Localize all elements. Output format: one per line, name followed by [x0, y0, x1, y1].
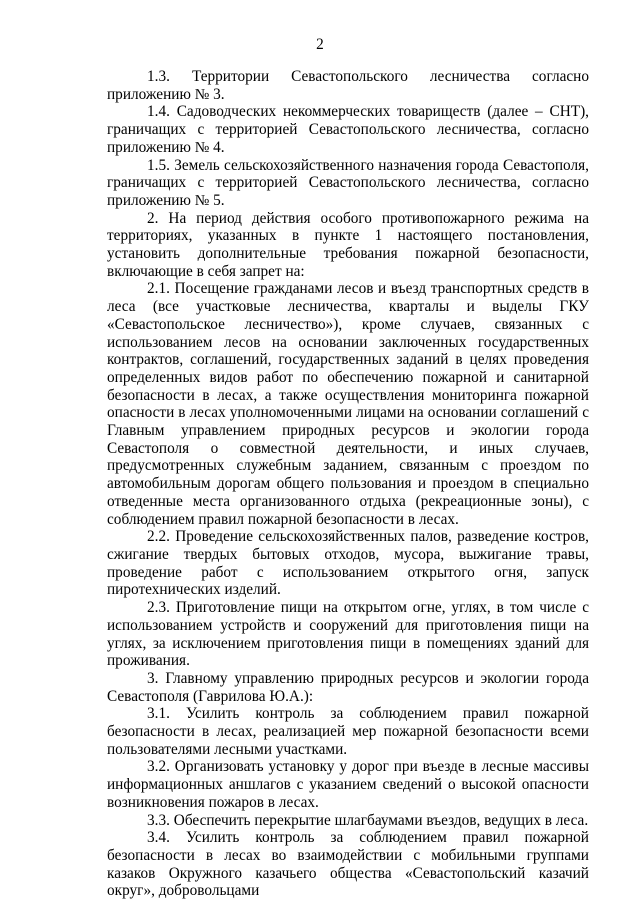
paragraph-3: 3. Главному управлению природных ресурсов и экологии города Севастополя (Гаврилова Ю.А.): [107, 669, 589, 705]
paragraph-2-2: 2.2. Проведение сельскохозяйственных палов, разведение костров, сжигание твердых бытовых отходов, мусора, выжигание травы, проведение работ с использованием открытого огня, запуск пиротехнических изделий. [107, 528, 589, 599]
paragraph-1-5: 1.5. Земель сельскохозяйственного назначения города Севастополя, граничащих с территорией Севастопольского лесничества, согласно приложению № 5. [107, 156, 589, 209]
paragraph-2-1: 2.1. Посещение гражданами лесов и въезд транспортных средств в леса (все участковые лесничества, кварталы и выделы ГКУ «Севастопольское лесничество»), кроме случаев, связанных с использованием лесов на основании заключенных государственных контрактов, соглашений, государственных заданий в целях проведения определенных видов работ по обеспечению пожарной и санитарной безопасности в лесах, а также осуществления мониторинга пожарной опасности в лесах уполномоченными лицами на основании соглашений с Главным управлением природных ресурсов и экологии города Севастополя о совместной деятельности, и иных случаев, предусмотренных служебным заданием, связанным с проездом по автомобильным дорогам общего пользования и проездом в специально отведенные места организованного отдыха (рекреационные зоны), с соблюдением правил пожарной безопасности в лесах. [107, 280, 589, 528]
paragraph-2: 2. На период действия особого противопожарного режима на территориях, указанных в пункте 1 настоящего постановления, установить дополнительные требования пожарной безопасности, включающие в себя запрет на: [107, 209, 589, 280]
paragraph-1-3: 1.3. Территории Севастопольского лесничества согласно приложению № 3. [107, 68, 589, 103]
paragraph-3-3: 3.3. Обеспечить перекрытие шлагбаумами въездов, ведущих в леса. [147, 811, 589, 829]
paragraph-3-2: 3.2. Организовать установку у дорог при въезде в лесные массивы информационных аншлагов с указанием сведений о высокой опасности возникновения пожаров в лесах. [107, 758, 589, 811]
document-body [107, 68, 589, 900]
paragraph-1-4: 1.4. Садоводческих некоммерческих товариществ (далее – СНТ), граничащих с территорией Севастопольского лесничества, согласно приложению № 4. [107, 103, 589, 156]
paragraph-3-1: 3.1. Усилить контроль за соблюдением правил пожарной безопасности в лесах, реализацией мер пожарной безопасности всеми пользователями лесными участками. [107, 705, 589, 758]
paragraph-3-4: 3.4. Усилить контроль за соблюдением правил пожарной безопасности в лесах во взаимодействии с мобильными группами казаков Окружного казачьего общества «Севастопольский казачий округ», добровольцами [107, 829, 589, 900]
paragraph-2-3: 2.3. Приготовление пищи на открытом огне, углях, в том числе с использованием устройств и сооружений для приготовления пищи на углях, за исключением приготовления пищи в помещениях зданий для проживания. [107, 599, 589, 670]
page-number: 2 [316, 36, 324, 53]
